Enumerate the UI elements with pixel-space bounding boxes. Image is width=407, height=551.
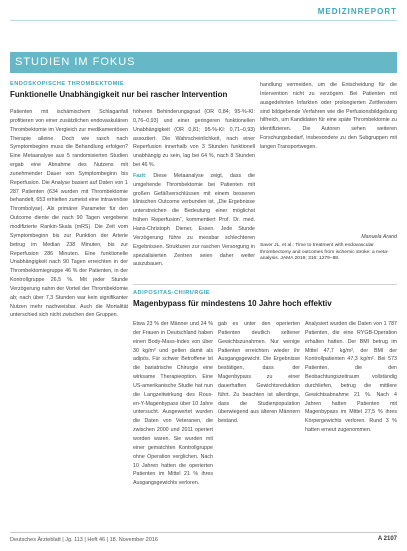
- article2-column-2: [218, 320, 300, 526]
- article1-author: Manuela Arand: [361, 234, 397, 240]
- article2-col3-text: Analysiert wurden die Daten von 1 787 Patienten, die eine RYGB-Operation erhalten hatten. Der BMI betrug im Mittel 47,7 kg/m², der BMI der Kontrollpatienten 47,3 kg/m². Bei 573 Patienten, die den Beobachtungszeitraum vollständig durchliefen, betrug die mittlere Gewichtsabnahme 21 %. Nach 4 Jahren hatten Patienten mit Magenbypass im Mittel 27,5 % ihres Körpergewichts verloren. Rund 3 % hatten erneut zugenommen.: [305, 321, 397, 434]
- footer-rule: [10, 532, 397, 533]
- article1-source-text: Saver JL, et al.: Time to treatment with endovascular thrombectomy and outcomes from ischemic stroke: a meta-analysis. JAMA 2016; 316: 1279–88.: [260, 243, 389, 261]
- article2-title: Magenbypass für mindestens 10 Jahre hoch effektiv: [133, 299, 332, 308]
- fazit-label: Fazit: [133, 172, 146, 179]
- article2-kicker: ADIPOSITAS-CHIRURGIE: [133, 290, 211, 296]
- fazit-text: : Diese Metaanalyse zeigt, dass die umgehende Thrombektomie bei Patienten mit großen Gefäßverschlüssen mit einem besseren klinischen Outcome verbunden ist. „Die Ergebnisse unterstreichen die Bedeutung einer möglichst frühen Reperfusion“, kommentiert Prof. Dr. med. Hans-Christoph Diener, Essen. Jede Stunde Verzögerung führe zu messbar schlechteren Ergebnissen. Strukturen zur raschen Versorgung in spezialisierten Zentren seien daher weiter auszubauen.: [133, 172, 255, 268]
- article1-col2-text: höheren Behinderungsgrad (OR 0,84; 95-%-KI: 0,76–0,93) und einer geringeren funktionellen Unabhängigkeit (OR 0,81; 95-%-KI: 0,71–0,93) assoziiert. Die Wahrscheinlichkeit, nach einer Reperfusion innerhalb von 3 Stunden funktionell unabhängig zu sein, lag bei 64 %, nach 8 Stunden bei 46 %.: [133, 109, 255, 169]
- article1-source: [260, 243, 397, 269]
- article2-col1-text: Etwa 23 % der Männer und 24 % der Frauen in Deutschland haben einen Body-Mass-Index von über 30 kg/m² und gelten damit als adipös. Für schwer Betroffene ist die bariatrische Chirurgie eine wirksame Therapieoption. Eine US-amerikanische Studie hat nun die Langzeitwirkung des Roux-en-Y-Magenbypass über 10 Jahre untersucht. Ausgewertet wurden die Daten von Veteranen, die zwischen 2000 und 2011 operiert worden waren. Sie wurden mit einer gematchten Kontrollgruppe ohne Operation verglichen. Nach 10 Jahren hatten die operierten Patienten im Mittel 21 % ihres Ausgangsgewichts verloren.: [133, 321, 213, 487]
- article2-column-3: [305, 320, 397, 526]
- section-banner: [10, 52, 397, 73]
- article1-col3-text: handlung vermeiden, um die Entscheidung für die Intervention nicht zu verzögern. Bei Patienten mit ausgedehnten Infarkten oder prolongierten Zeitfenstern sind bildgebende Verfahren wie die Perfusionsbildgebung hilfreich, um Kandidaten für eine späte Thrombektomie zu identifizieren. Die Autoren sehen weiteren Forschungsbedarf, insbesondere zu den Subgruppen mit langen Transportwegen.: [260, 82, 397, 150]
- article-divider: [133, 284, 397, 285]
- article1-title: Funktionelle Unabhängigkeit nur bei rascher Intervention: [10, 90, 228, 99]
- article1-column-1: [10, 108, 128, 526]
- article1-fazit: [133, 172, 255, 269]
- article1-column-2: [133, 108, 255, 268]
- header-rule: [10, 20, 397, 21]
- article2-col2-text: gab es unter den operierten Patienten deutlich seltener Gewichtszunahmen. Nur wenige Patienten erreichten wieder ihr Ausgangsgewicht. Die Ergebnisse bestätigen, dass der Magenbypass zu einer dauerhaften Gewichtsreduktion führt. Zu beachten ist allerdings, dass die Studienpopulation überwiegend aus älteren Männern bestand.: [218, 321, 300, 425]
- section-label: MEDIZINREPORT: [317, 7, 397, 16]
- article2-column-1: [133, 320, 213, 526]
- page-number: A 2107: [377, 536, 397, 542]
- page-header: [0, 0, 407, 20]
- article1-column-3: [260, 81, 397, 233]
- article1-col1-text: Patienten mit ischämischem Schlaganfall profitieren von einer zusätzlichen endovaskulären Thrombektomie im Vergleich zur medikamentösen Therapie alleine. Doch wie rasch nach Symptombeginn muss die Behandlung erfolgen? Eine Metaanalyse aus 5 randomisierten Studien ergab eine Abnahme des Nutzens mit zunehmender Dauer von Symptombeginn bis Reperfusion. Die Analyse basiert auf Daten von 1 287 Patienten (634 wurden mit Thrombektomie behandelt, 653 erhielten zumeist eine intravenöse Thrombolyse). Als primärer Parameter für den Outcome diente die nach 90 Tagen vergebene modifizierte Rankin-Skala (mRS). Die Zeit vom Symptombeginn bis zur Punktion der Arterie betrug im Median 238 Minuten, bis zur Reperfusion 286 Minuten. Eine funktionelle Unabhängigkeit nach 90 Tagen erreichten in der Thrombektomiegruppe 46 % der Patienten, in der Kontrollgruppe 26,5 %. Mit jeder Stunde Verzögerung nahm der Vorteil der Thrombektomie ab; nach über 7,3 Stunden war kein signifikanter Nutzen mehr nachweisbar. Auch die Mortalität unterschied sich nicht zwischen den Gruppen.: [10, 109, 128, 319]
- journal-citation: Deutsches Ärzteblatt | Jg. 113 | Heft 46 | 18. November 2016: [10, 537, 158, 543]
- article1-kicker: ENDOSKOPISCHE THROMBEKTOMIE: [10, 81, 125, 87]
- section-banner-title: STUDIEN IM FOKUS: [15, 56, 136, 68]
